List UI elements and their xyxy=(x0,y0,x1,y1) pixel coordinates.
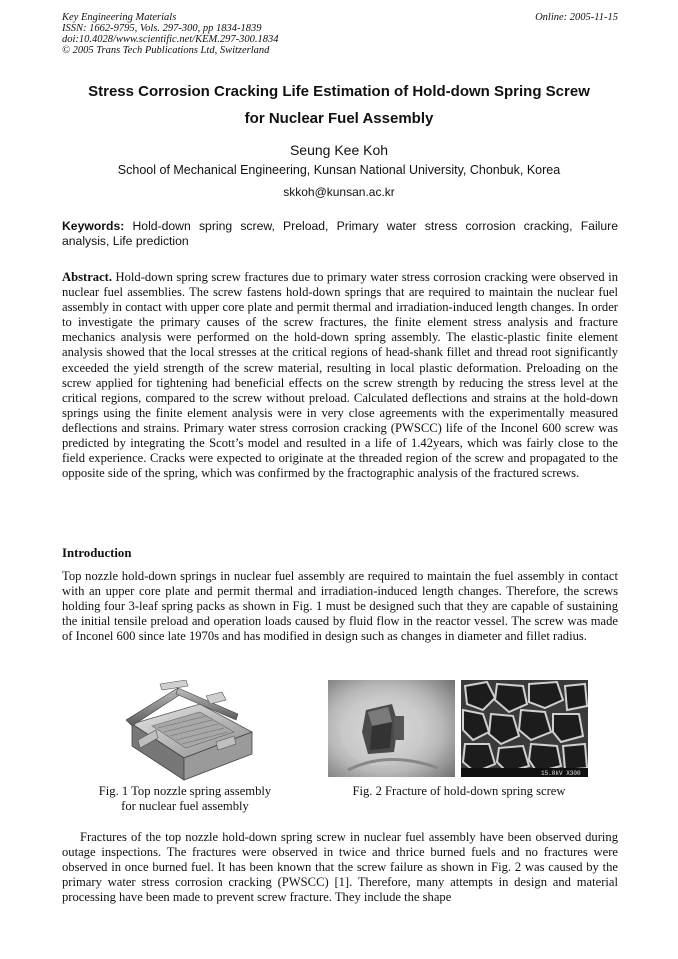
title-line-2: for Nuclear Fuel Assembly xyxy=(244,110,434,127)
journal-doi: doi:10.4028/www.scientific.net/KEM.297-300.1834 xyxy=(62,34,279,45)
online-date: Online: 2005-11-15 xyxy=(535,12,618,23)
journal-name: Key Engineering Materials xyxy=(62,12,177,23)
figure-1-caption-line-2: for nuclear fuel assembly xyxy=(121,799,249,813)
introduction-heading: Introduction xyxy=(62,546,132,560)
author-name: Seung Kee Koh xyxy=(289,142,389,158)
author-email[interactable]: skkoh@kunsan.ac.kr xyxy=(283,185,395,199)
journal-copyright: © 2005 Trans Tech Publications Ltd, Switzerland xyxy=(62,45,270,56)
abstract-label: Abstract. xyxy=(62,270,113,284)
journal-issn: ISSN: 1662-9795, Vols. 297-300, pp 1834-1839 xyxy=(62,23,262,34)
author-affiliation: School of Mechanical Engineering, Kunsan National University, Chonbuk, Korea xyxy=(117,163,561,177)
figure-2-screw-photo xyxy=(328,680,455,777)
figure-1-caption xyxy=(80,784,290,814)
figure-1-spring-assembly-image xyxy=(118,680,262,786)
paper-title xyxy=(40,78,638,132)
keywords-text: Hold-down spring screw, Preload, Primary water stress corrosion cracking, Failure analysis, Life prediction xyxy=(62,219,618,248)
keywords xyxy=(62,219,618,249)
figure-2-caption: Fig. 2 Fracture of hold-down spring screw xyxy=(352,784,566,798)
introduction-paragraph-1: Top nozzle hold-down springs in nuclear fuel assembly are required to maintain the fuel assembly in contact with an upper core plate and permit thermal and irradiation-induced length changes. Therefore, the screws holding four 3-leaf spring packs as shown in Fig. 1 must be designed such that they are capable of sustaining the initial tensile preload and operation loads caused by fluid flow in the reactor vessel. The screw was made of Inconel 600 since late 1970s and has modified in design such as changes in diameter and fillet radius. xyxy=(62,569,618,644)
abstract xyxy=(62,270,618,481)
journal-header xyxy=(62,12,618,56)
keywords-label: Keywords: xyxy=(62,219,125,233)
figure-1-caption-line-1: Fig. 1 Top nozzle spring assembly xyxy=(98,784,272,798)
figure-2-sem-micrograph xyxy=(461,680,588,777)
title-line-1: Stress Corrosion Cracking Life Estimation of Hold-down Spring Screw xyxy=(88,83,590,100)
abstract-text: Hold-down spring screw fractures due to primary water stress corrosion cracking were observed in nuclear fuel assemblies. The screw fastens hold-down springs that are required to maintain the nuclear fuel assembly in contact with upper core plate and permit thermal and irradiation-induced length changes. In order to investigate the primary causes of the screw fractures, the finite element stress analysis and fracture mechanics analysis were performed on the hold-down spring assembly. The elastic-plastic finite element analysis showed that the local stresses at the critical regions of head-shank fillet and thread root significantly exceeded the yield strength of the screw material, resulting in local plastic deformation. Preloading on the screw applied for tightening had beneficial effects on the screw strength by reducing the stress level at the critical regions, compared to the screw without preload. Calculated deflections and strains at the hold-down springs using the finite element analysis were in very close agreements with the experimentally measured deflections and strains. Primary water stress corrosion cracking (PWSCC) life of the Inconel 600 screw was predicted by integrating the Scott’s model and resulted in a life of 1.42years, which was fairly close to the field experience. Cracks were expected to originate at the threaded region of the screw and propagated to the opposite side of the spring, which was confirmed by the fractographic analysis of the fractured screws. xyxy=(62,270,618,481)
introduction-paragraph-2: Fractures of the top nozzle hold-down spring screw in nuclear fuel assembly have been observed during outage inspections. The fractures were observed in twice and thrice burned fuels and no fractures were observed in once burned fuel. It has been known that the screw failure as shown in Fig. 2 was caused by the primary water stress corrosion cracking (PWSCC) [1]. Therefore, many attempts in design and material processing have been made to prevent screw fracture. They include the shape xyxy=(62,830,618,905)
micrograph-scale-label: 15.0kV X300 xyxy=(541,770,581,777)
